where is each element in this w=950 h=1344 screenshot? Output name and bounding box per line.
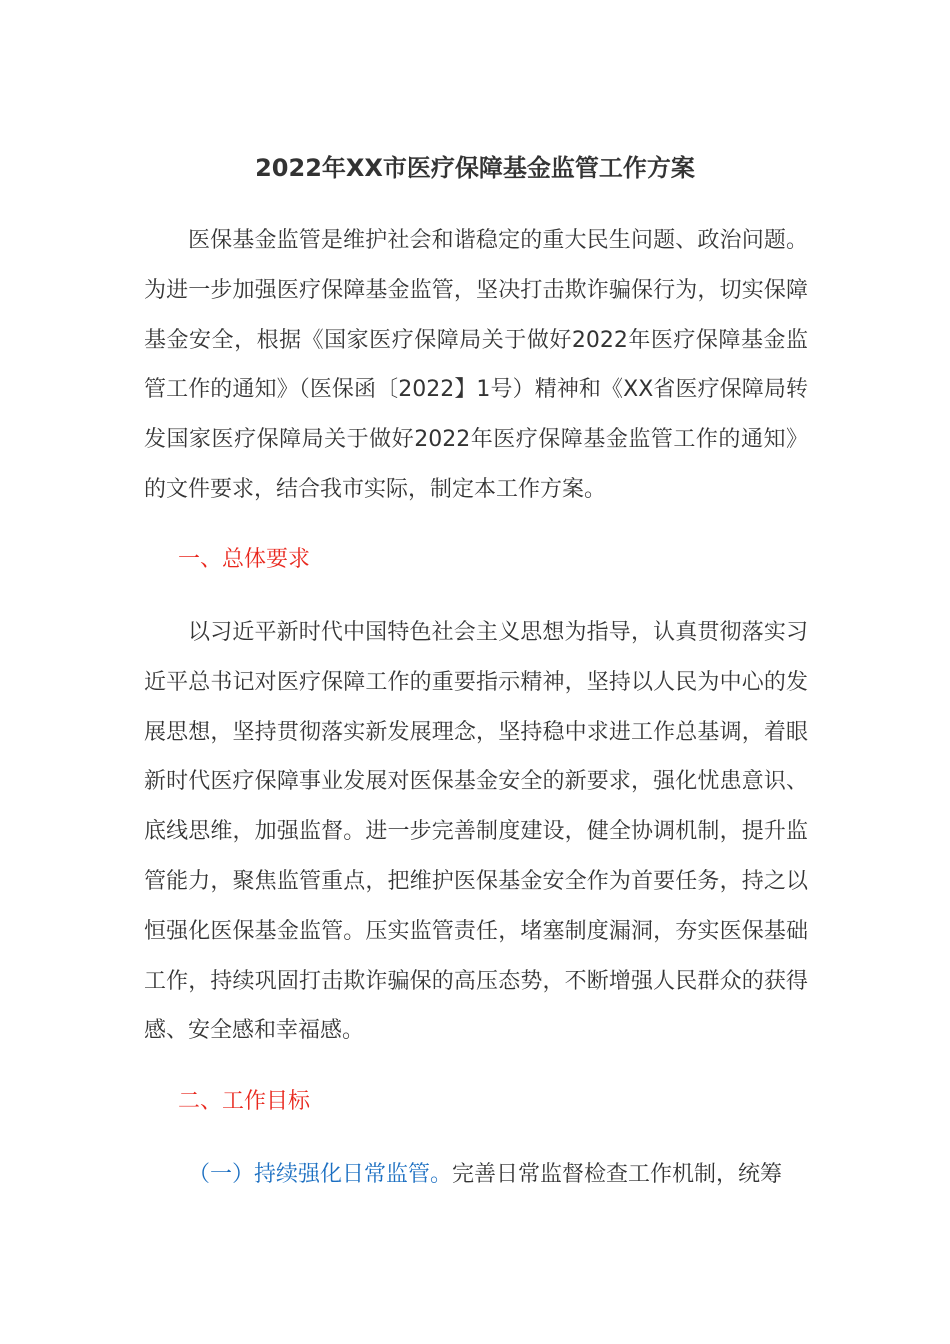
section-heading-work-goals: 二、工作目标 [178, 1089, 311, 1114]
general-requirements-paragraph: 以习近平新时代中国特色社会主义思想为指导，认真贯彻落实习近平总书记对医疗保障工作的重要指示精神，坚持以人民为中心的发展思想，坚持贯彻落实新发展理念，坚持稳中求进工作总基调，着眼新时代医疗保障事业发展对医保基金安全的新要求，强化忧患意识、底线思维，加强监督。进一步完善制度建设，健全协调机制，提升监管能力，聚焦监管重点，把维护医保基金安全作为首要任务，持之以恒强化医保基金监管。压实监管责任，堵塞制度漏洞，夯实医保基础工作，持续巩固打击欺诈骗保的高压态势，不断增强人民群众的获得感、安全感和幸福感。 [144, 620, 808, 1044]
subheading-daily-supervision: （一）持续强化日常监管。 [188, 1162, 453, 1187]
section-heading-general-requirements: 一、总体要求 [178, 547, 311, 572]
intro-paragraph: 医保基金监管是维护社会和谐稳定的重大民生问题、政治问题。为进一步加强医疗保障基金监管，坚决打击欺诈骗保行为，切实保障基金安全，根据《国家医疗保障局关于做好2022年医疗保障基金监管工作的通知》（医保函〔2022】1号）精神和《XX省医疗保障局转发国家医疗保障局关于做好2022年医疗保障基金监管工作的通知》的文件要求，结合我市实际，制定本工作方案。 [144, 228, 808, 502]
work-goals-paragraph [144, 1150, 808, 1200]
daily-supervision-text: 完善日常监督检查工作机制，统筹 [452, 1162, 783, 1187]
document-title: 2022年XX市医疗保障基金监管工作方案 [255, 154, 695, 182]
